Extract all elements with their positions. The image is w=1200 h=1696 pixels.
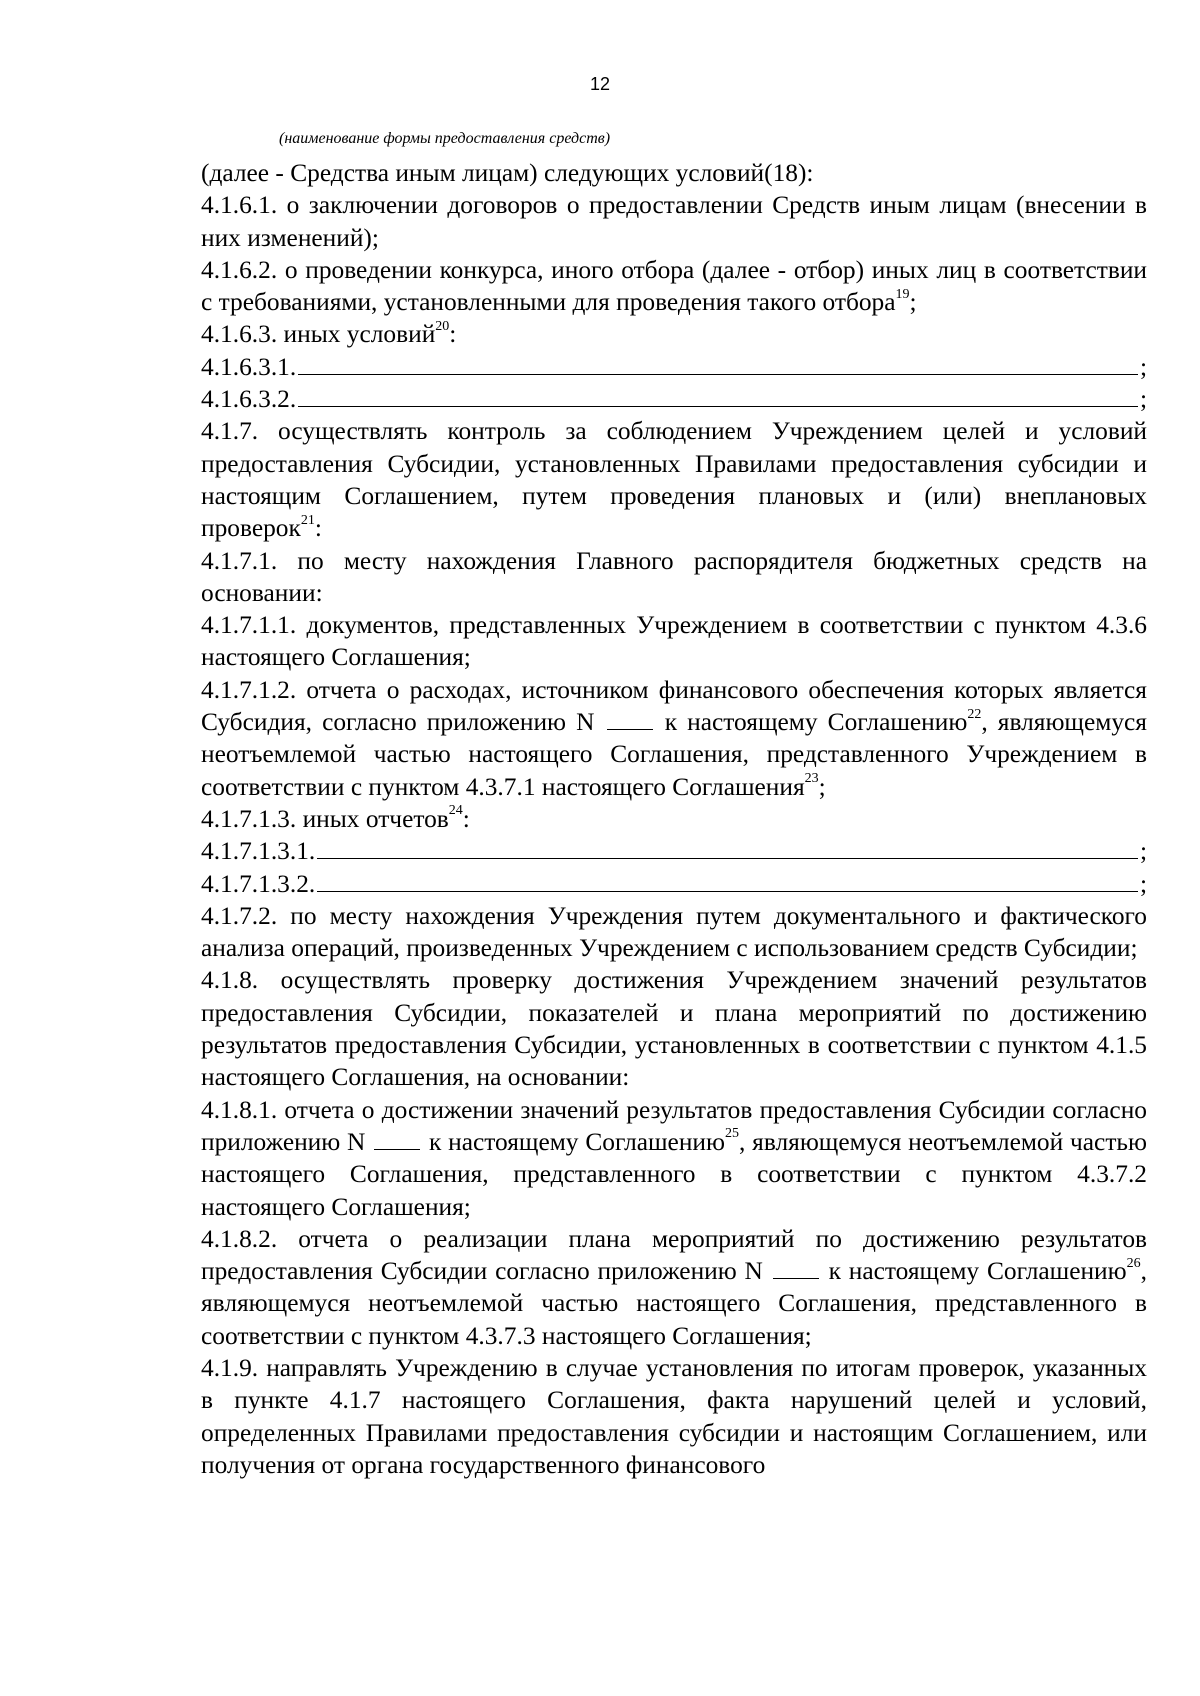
paragraph	[201, 1223, 1147, 1352]
footnote-marker: 25	[724, 1126, 739, 1142]
paragraph-text: 4.1.8.2. отчета о реализации плана мероприятий по достижению результатов предоставления Субсидии согласно приложению N	[201, 1224, 1147, 1286]
paragraph	[201, 254, 1147, 319]
paragraph	[201, 1094, 1147, 1223]
punctuation: ;	[1139, 837, 1147, 866]
blank-field	[298, 352, 1138, 375]
paragraph: 4.1.7.2. по месту нахождения Учреждения путем документального и фактического анализа операций, произведенных Учреждением с использованием средств Субсидии;	[201, 901, 1147, 963]
blank-field	[607, 711, 653, 730]
paragraph-text: , являющемуся неотъемлемой частью настоящего Соглашения, представленного Учреждением в соответствии с пунктом 4.3.7.1 настоящего Соглашения	[201, 708, 1147, 801]
footnote-marker: 22	[967, 706, 982, 722]
blank-field	[317, 869, 1138, 892]
punctuation: :	[314, 514, 322, 543]
paragraph	[201, 318, 1147, 350]
footnote-marker: 21	[300, 512, 315, 528]
paragraph-text: , являющемуся неотъемлемой частью настоящего Соглашения, представленного в соответствии с пунктом 4.3.7.3 настоящего Соглашения;	[201, 1257, 1147, 1350]
paragraph: 4.1.6.1. о заключении договоров о предоставлении Средств иным лицам (внесении в них изменений);	[201, 191, 1147, 252]
paragraph-text: 4.1.7. осуществлять контроль за соблюдением Учреждением целей и условий предоставления Субсидии, установленных Правилами предоставления субсидии и настоящим Соглашением, путем проведения плановых и (или) внеплановых проверок	[201, 417, 1147, 543]
punctuation: ;	[909, 288, 917, 317]
punctuation: ;	[1139, 869, 1147, 898]
blank-line-item	[201, 383, 1147, 415]
blank-field	[298, 384, 1138, 407]
paragraph-text: 4.1.8.1. отчета о достижении значений результатов предоставления Субсидии согласно приложению N	[201, 1095, 1147, 1156]
footnote-marker: 23	[804, 771, 819, 787]
paragraph-text: 4.1.6.3. иных условий	[201, 320, 436, 349]
blank-field	[773, 1260, 819, 1279]
form-caption: (наименование формы предоставления средств)	[279, 130, 611, 147]
punctuation: :	[462, 804, 470, 833]
paragraph: 4.1.9. направлять Учреждению в случае установления по итогам проверок, указанных в пункте 4.1.7 настоящего Соглашения, факта нарушений целей и условий, определенных Правилами предоставления субсидии и настоящим Соглашением, или получения от органа государственного финансового	[201, 1353, 1147, 1479]
paragraph-text: к настоящему Соглашению	[664, 708, 968, 737]
blank-field	[374, 1131, 420, 1150]
paragraph-text: 4.1.7.1.3. иных отчетов	[201, 804, 449, 833]
footnote-marker: 20	[435, 319, 450, 335]
item-number: 4.1.7.1.3.2.	[201, 869, 316, 898]
item-number: 4.1.6.3.2.	[201, 385, 297, 414]
footnote-marker: 26	[1126, 1255, 1141, 1271]
paragraph: 4.1.8. осуществлять проверку достижения Учреждением значений результатов предоставления Субсидии, показателей и плана мероприятий по достижению результатов предоставления Субсидии, установленных в соответствии с пунктом 4.1.5 настоящего Соглашения, на основании:	[201, 966, 1147, 1092]
paragraph: 4.1.7.1.1. документов, представленных Учреждением в соответствии с пунктом 4.3.6 настоящего Соглашения;	[201, 611, 1147, 672]
blank-field	[317, 836, 1138, 859]
paragraph-text: 4.1.6.2. о проведении конкурса, иного отбора (далее - отбор) иных лиц в соответствии с требованиями, установленными для проведения такого отбора	[201, 255, 1147, 317]
blank-line-item	[201, 835, 1147, 867]
paragraph-text: , являющемуся неотъемлемой частью настоящего Соглашения, представленного в соответствии с пунктом 4.3.7.2 настоящего Соглашения;	[201, 1127, 1147, 1221]
footnote-marker: 19	[895, 286, 910, 302]
punctuation: ;	[818, 772, 826, 801]
blank-line-item	[201, 351, 1147, 383]
document-body	[201, 157, 1147, 1481]
paragraph-text: к настоящему Соглашению	[828, 1257, 1127, 1286]
punctuation: :	[449, 320, 457, 349]
footnote-marker: 24	[448, 803, 463, 819]
paragraph	[201, 674, 1147, 803]
paragraph: (далее - Средства иным лицам) следующих условий(18):	[201, 159, 814, 187]
paragraph-text: к настоящему Соглашению	[429, 1127, 725, 1156]
paragraph	[201, 803, 1147, 835]
item-number: 4.1.7.1.3.1.	[201, 837, 316, 866]
blank-line-item	[201, 868, 1147, 900]
punctuation: ;	[1139, 385, 1147, 414]
paragraph: 4.1.7.1. по месту нахождения Главного распорядителя бюджетных средств на основании:	[201, 546, 1147, 607]
item-number: 4.1.6.3.1.	[201, 352, 297, 381]
paragraph	[201, 415, 1147, 544]
paragraph-text: 4.1.7.1.2. отчета о расходах, источником финансового обеспечения которых является Субсидия, согласно приложению N	[201, 675, 1147, 737]
punctuation: ;	[1139, 352, 1147, 381]
page-number: 12	[589, 74, 611, 94]
